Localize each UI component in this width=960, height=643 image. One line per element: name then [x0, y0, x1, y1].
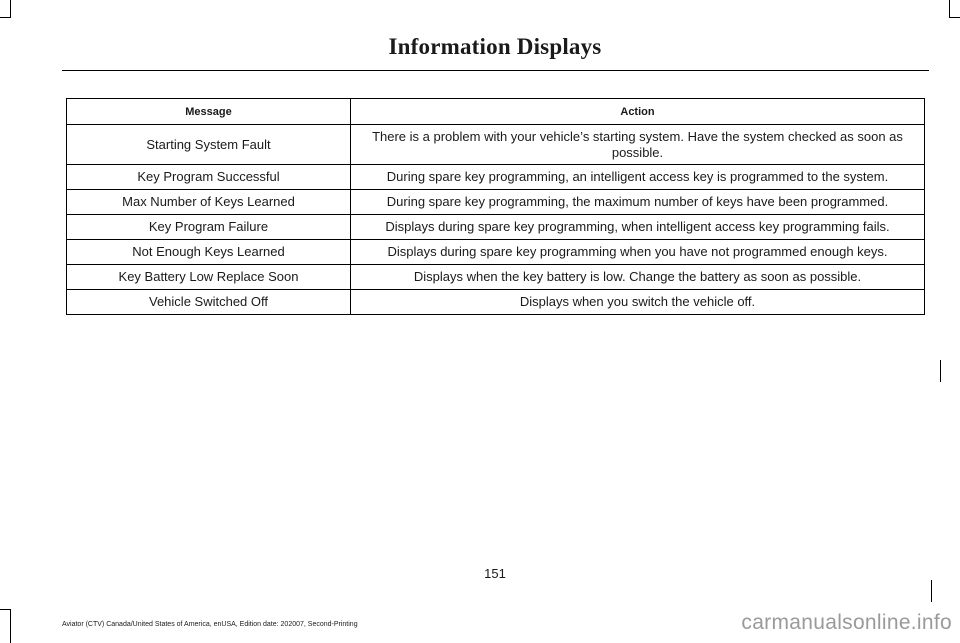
- table-row: [67, 240, 925, 265]
- message-cell: Max Number of Keys Learned: [67, 190, 351, 215]
- message-cell: Vehicle Switched Off: [67, 290, 351, 315]
- action-cell: Displays when you switch the vehicle off.: [351, 290, 925, 315]
- message-cell: Starting System Fault: [67, 125, 351, 165]
- crop-mark-bottom-right-v: [931, 580, 932, 602]
- page-number: 151: [484, 566, 506, 581]
- table-row: [67, 190, 925, 215]
- table-row: [67, 215, 925, 240]
- table-row: [67, 265, 925, 290]
- column-header-message: Message: [67, 99, 351, 125]
- table-row: [67, 290, 925, 315]
- action-cell: Displays during spare key programming, when intelligent access key programming fails.: [351, 215, 925, 240]
- table-row: [67, 165, 925, 190]
- page-title: Information Displays: [388, 34, 602, 59]
- column-header-action: Action: [351, 99, 925, 125]
- message-cell: Key Battery Low Replace Soon: [67, 265, 351, 290]
- table-row: [67, 125, 925, 165]
- title-divider: [62, 70, 929, 71]
- crop-mark-top-right-v: [949, 0, 950, 18]
- action-cell: During spare key programming, an intelligent access key is programmed to the system.: [351, 165, 925, 190]
- crop-mark-top-left-h: [0, 17, 11, 18]
- action-cell: Displays during spare key programming when you have not programmed enough keys.: [351, 240, 925, 265]
- crop-mark-right-mid: [940, 360, 941, 382]
- action-cell: There is a problem with your vehicle’s starting system. Have the system checked as soon as possible.: [351, 125, 925, 165]
- action-cell: During spare key programming, the maximum number of keys have been programmed.: [351, 190, 925, 215]
- message-cell: Key Program Successful: [67, 165, 351, 190]
- action-cell: Displays when the key battery is low. Change the battery as soon as possible.: [351, 265, 925, 290]
- messages-table: [66, 98, 925, 315]
- watermark: carmanualsonline.info: [741, 611, 952, 634]
- message-cell: Key Program Failure: [67, 215, 351, 240]
- crop-mark-bottom-left-h: [0, 609, 11, 610]
- message-cell: Not Enough Keys Learned: [67, 240, 351, 265]
- edition-footer: Aviator (CTV) Canada/United States of America, enUSA, Edition date: 202007, Second-Printing: [62, 621, 358, 628]
- crop-mark-top-left-v: [10, 0, 11, 18]
- crop-mark-bottom-left-v: [10, 610, 11, 643]
- crop-mark-top-right-h: [949, 17, 960, 18]
- table-header-row: [67, 99, 925, 125]
